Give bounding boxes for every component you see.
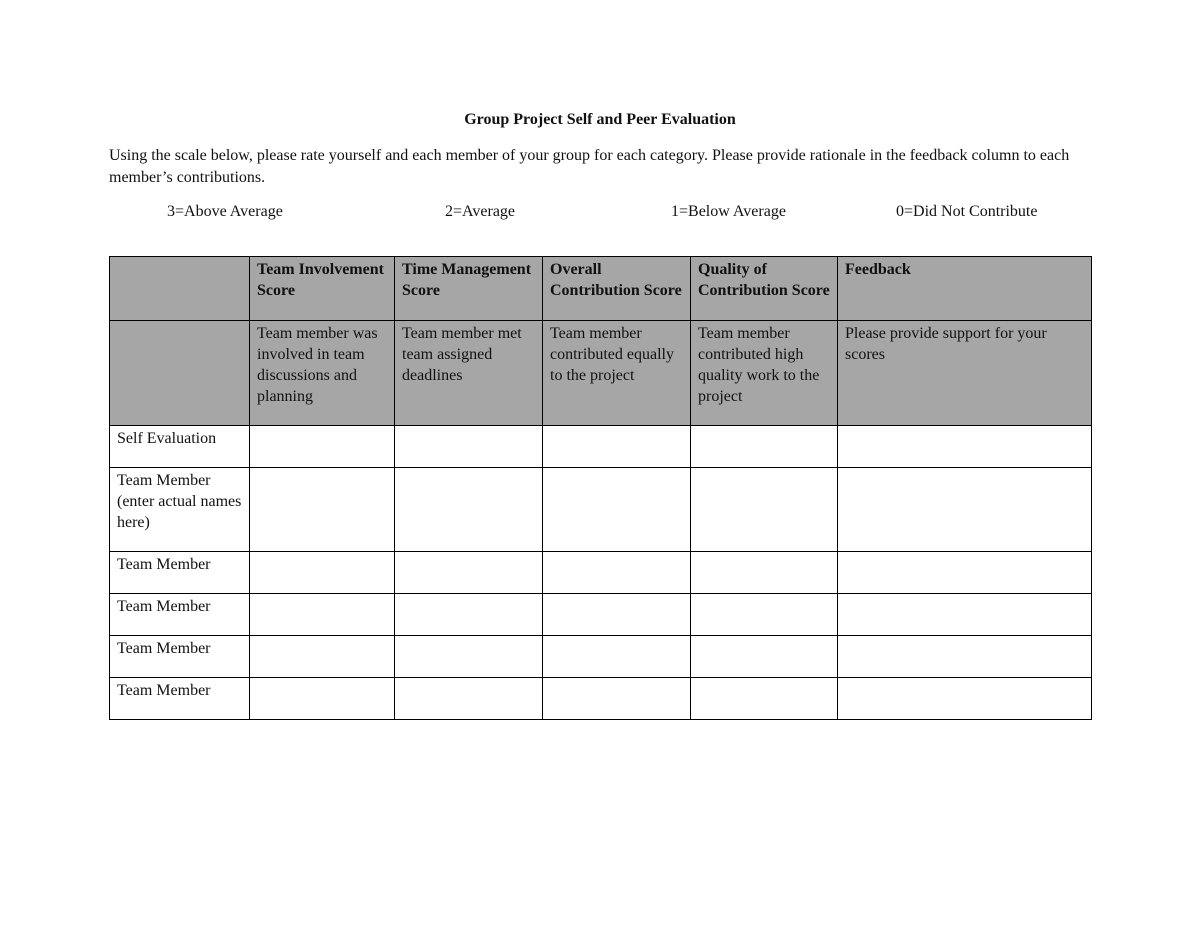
feedback-entry[interactable]	[838, 594, 1092, 636]
time-management-entry[interactable]	[395, 636, 543, 678]
table-row	[110, 636, 1092, 678]
header-cell-blank	[110, 257, 250, 321]
team-involvement-entry[interactable]	[250, 426, 395, 468]
quality-entry[interactable]	[691, 636, 838, 678]
scale-item-2: 2=Average	[445, 203, 516, 220]
time-management-entry[interactable]	[395, 468, 543, 552]
overall-contribution-entry[interactable]	[543, 552, 691, 594]
row-label: Team Member	[110, 678, 250, 720]
row-label: Team Member	[110, 552, 250, 594]
feedback-entry[interactable]	[838, 678, 1092, 720]
team-involvement-entry[interactable]	[250, 594, 395, 636]
time-management-entry[interactable]	[395, 552, 543, 594]
row-label: Team Member	[110, 636, 250, 678]
time-management-entry[interactable]	[395, 594, 543, 636]
overall-contribution-entry[interactable]	[543, 594, 691, 636]
quality-entry[interactable]	[691, 552, 838, 594]
overall-contribution-entry[interactable]	[543, 468, 691, 552]
instructions-paragraph: Using the scale below, please rate yourself and each member of your group for each category. Please provide rationale in the feedback column to each member’s contributions.	[109, 147, 1070, 186]
description-team-involvement: Team member was involved in team discussions and planning	[250, 321, 395, 426]
description-cell-blank	[110, 321, 250, 426]
overall-contribution-entry[interactable]	[543, 636, 691, 678]
table-row	[110, 468, 1092, 552]
feedback-entry[interactable]	[838, 636, 1092, 678]
overall-contribution-entry[interactable]	[543, 426, 691, 468]
scale-item-1: 1=Below Average	[671, 203, 786, 220]
row-label: Team Member	[110, 594, 250, 636]
description-overall-contribution: Team member contributed equally to the project	[543, 321, 691, 426]
header-team-involvement: Team Involvement Score	[250, 257, 395, 321]
time-management-entry[interactable]	[395, 426, 543, 468]
header-feedback: Feedback	[838, 257, 1092, 321]
header-time-management: Time Management Score	[395, 257, 543, 321]
time-management-entry[interactable]	[395, 678, 543, 720]
evaluation-table	[109, 256, 1092, 720]
description-row	[110, 321, 1092, 426]
quality-entry[interactable]	[691, 594, 838, 636]
header-row	[110, 257, 1092, 321]
team-involvement-entry[interactable]	[250, 678, 395, 720]
team-involvement-entry[interactable]	[250, 552, 395, 594]
row-label: Self Evaluation	[110, 426, 250, 468]
feedback-entry[interactable]	[838, 468, 1092, 552]
description-time-management: Team member met team assigned deadlines	[395, 321, 543, 426]
row-label: Team Member (enter actual names here)	[110, 468, 250, 552]
quality-entry[interactable]	[691, 426, 838, 468]
scale-item-0: 0=Did Not Contribute	[896, 203, 1038, 220]
table-row	[110, 426, 1092, 468]
quality-entry[interactable]	[691, 468, 838, 552]
team-involvement-entry[interactable]	[250, 468, 395, 552]
feedback-entry[interactable]	[838, 552, 1092, 594]
header-quality-of-contribution: Quality of Contribution Score	[691, 257, 838, 321]
description-quality-of-contribution: Team member contributed high quality work to the project	[691, 321, 838, 426]
table-row	[110, 594, 1092, 636]
scale-item-3: 3=Above Average	[167, 203, 283, 220]
table-row	[110, 552, 1092, 594]
overall-contribution-entry[interactable]	[543, 678, 691, 720]
header-overall-contribution: Overall Contribution Score	[543, 257, 691, 321]
team-involvement-entry[interactable]	[250, 636, 395, 678]
table-row	[110, 678, 1092, 720]
quality-entry[interactable]	[691, 678, 838, 720]
feedback-entry[interactable]	[838, 426, 1092, 468]
description-feedback: Please provide support for your scores	[838, 321, 1092, 426]
document-title: Group Project Self and Peer Evaluation	[464, 111, 736, 128]
